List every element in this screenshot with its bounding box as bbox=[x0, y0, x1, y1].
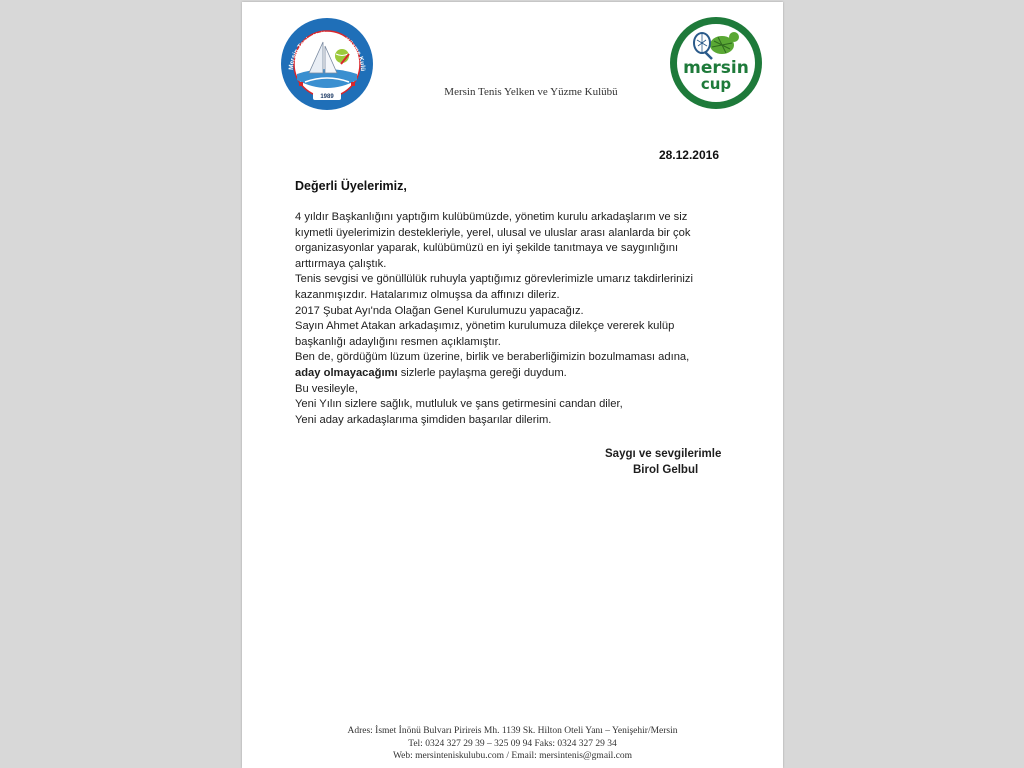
body-line: kazanmışızdır. Hatalarımız olmuşsa da affınızı dileriz. bbox=[295, 288, 560, 301]
mersin-cup-line2: cup bbox=[700, 75, 732, 93]
footer-address: Adres: İsmet İnönü Bulvarı Pirireis Mh. 1139 Sk. Hilton Oteli Yanı – Yenişehir/Mersin bbox=[347, 726, 678, 736]
body-line: 2017 Şubat Ayı'nda Olağan Genel Kurulumuzu yapacağız. bbox=[295, 304, 584, 317]
body-line: Sayın Ahmet Atakan arkadaşımız, yönetim kurulumuza dilekçe vererek kulüp bbox=[295, 320, 675, 333]
body-line: başkanlığı adaylığını resmen açıklamıştır. bbox=[295, 335, 501, 348]
mersin-cup-logo bbox=[668, 15, 764, 111]
svg-text:Mersin Tenis Yelken ve Yüzme K bbox=[279, 16, 366, 71]
body-line: kıymetli üyelerimizin destekleriyle, yerel, ulusal ve uluslar arası alanlarda bir çok bbox=[295, 226, 691, 239]
body-line: organizasyonlar yaparak, kulübümüzü en iyi şekilde tanıtmaya ve saygınlığını bbox=[295, 242, 679, 255]
mersin-cup-line1: mersin bbox=[683, 58, 749, 78]
letter-date: 28.12.2016 bbox=[658, 148, 719, 162]
letter-page bbox=[242, 2, 783, 768]
body-line: Yeni aday arkadaşlarıma şimdiden başarılar dilerim. bbox=[295, 413, 552, 426]
body-line: Bu vesileyle, bbox=[295, 382, 358, 395]
after-bold-text: sizlerle paylaşma gereği duydum. bbox=[397, 366, 567, 379]
club-logo bbox=[279, 16, 375, 112]
footer-phone: Tel: 0324 327 29 39 – 325 09 94 Faks: 0324 327 29 34 bbox=[408, 738, 617, 749]
bold-phrase: aday olmayacağımı bbox=[295, 366, 398, 379]
footer-web: Web: mersinteniskulubu.com / Email: mersintenis@gmail.com bbox=[392, 751, 633, 761]
club-logo-ring-text: Mersin Tenis Yelken ve Yüzme Kulü bbox=[287, 30, 367, 72]
closing-block bbox=[605, 446, 721, 478]
letter-body bbox=[295, 210, 735, 428]
signature-name: Birol Gelbul bbox=[633, 464, 699, 476]
body-line: arttırmaya çalıştık. bbox=[295, 257, 387, 270]
closing-phrase: Saygı ve sevgilerimle bbox=[605, 448, 722, 460]
body-line: Ben de, gördüğüm lüzum üzerine, birlik ve beraberliğimizin bozulmaması adına, bbox=[295, 351, 690, 364]
club-name-header: Mersin Tenis Yelken ve Yüzme Kulübü bbox=[444, 86, 618, 98]
body-line: Tenis sevgisi ve gönüllülük ruhuyla yaptığımız görevlerimizle umarız takdirlerinizi bbox=[295, 273, 693, 286]
body-line-bold bbox=[295, 366, 735, 382]
body-line: Yeni Yılın sizlere sağlık, mutluluk ve şans getirmesini candan diler, bbox=[295, 398, 623, 411]
letter-footer bbox=[242, 725, 783, 763]
salutation: Değerli Üyelerimiz, bbox=[295, 179, 407, 193]
body-line: 4 yıldır Başkanlığını yaptığım kulübümüzde, yönetim kurulu arkadaşlarım ve siz bbox=[295, 211, 688, 223]
club-logo-year: 1989 bbox=[320, 94, 334, 100]
